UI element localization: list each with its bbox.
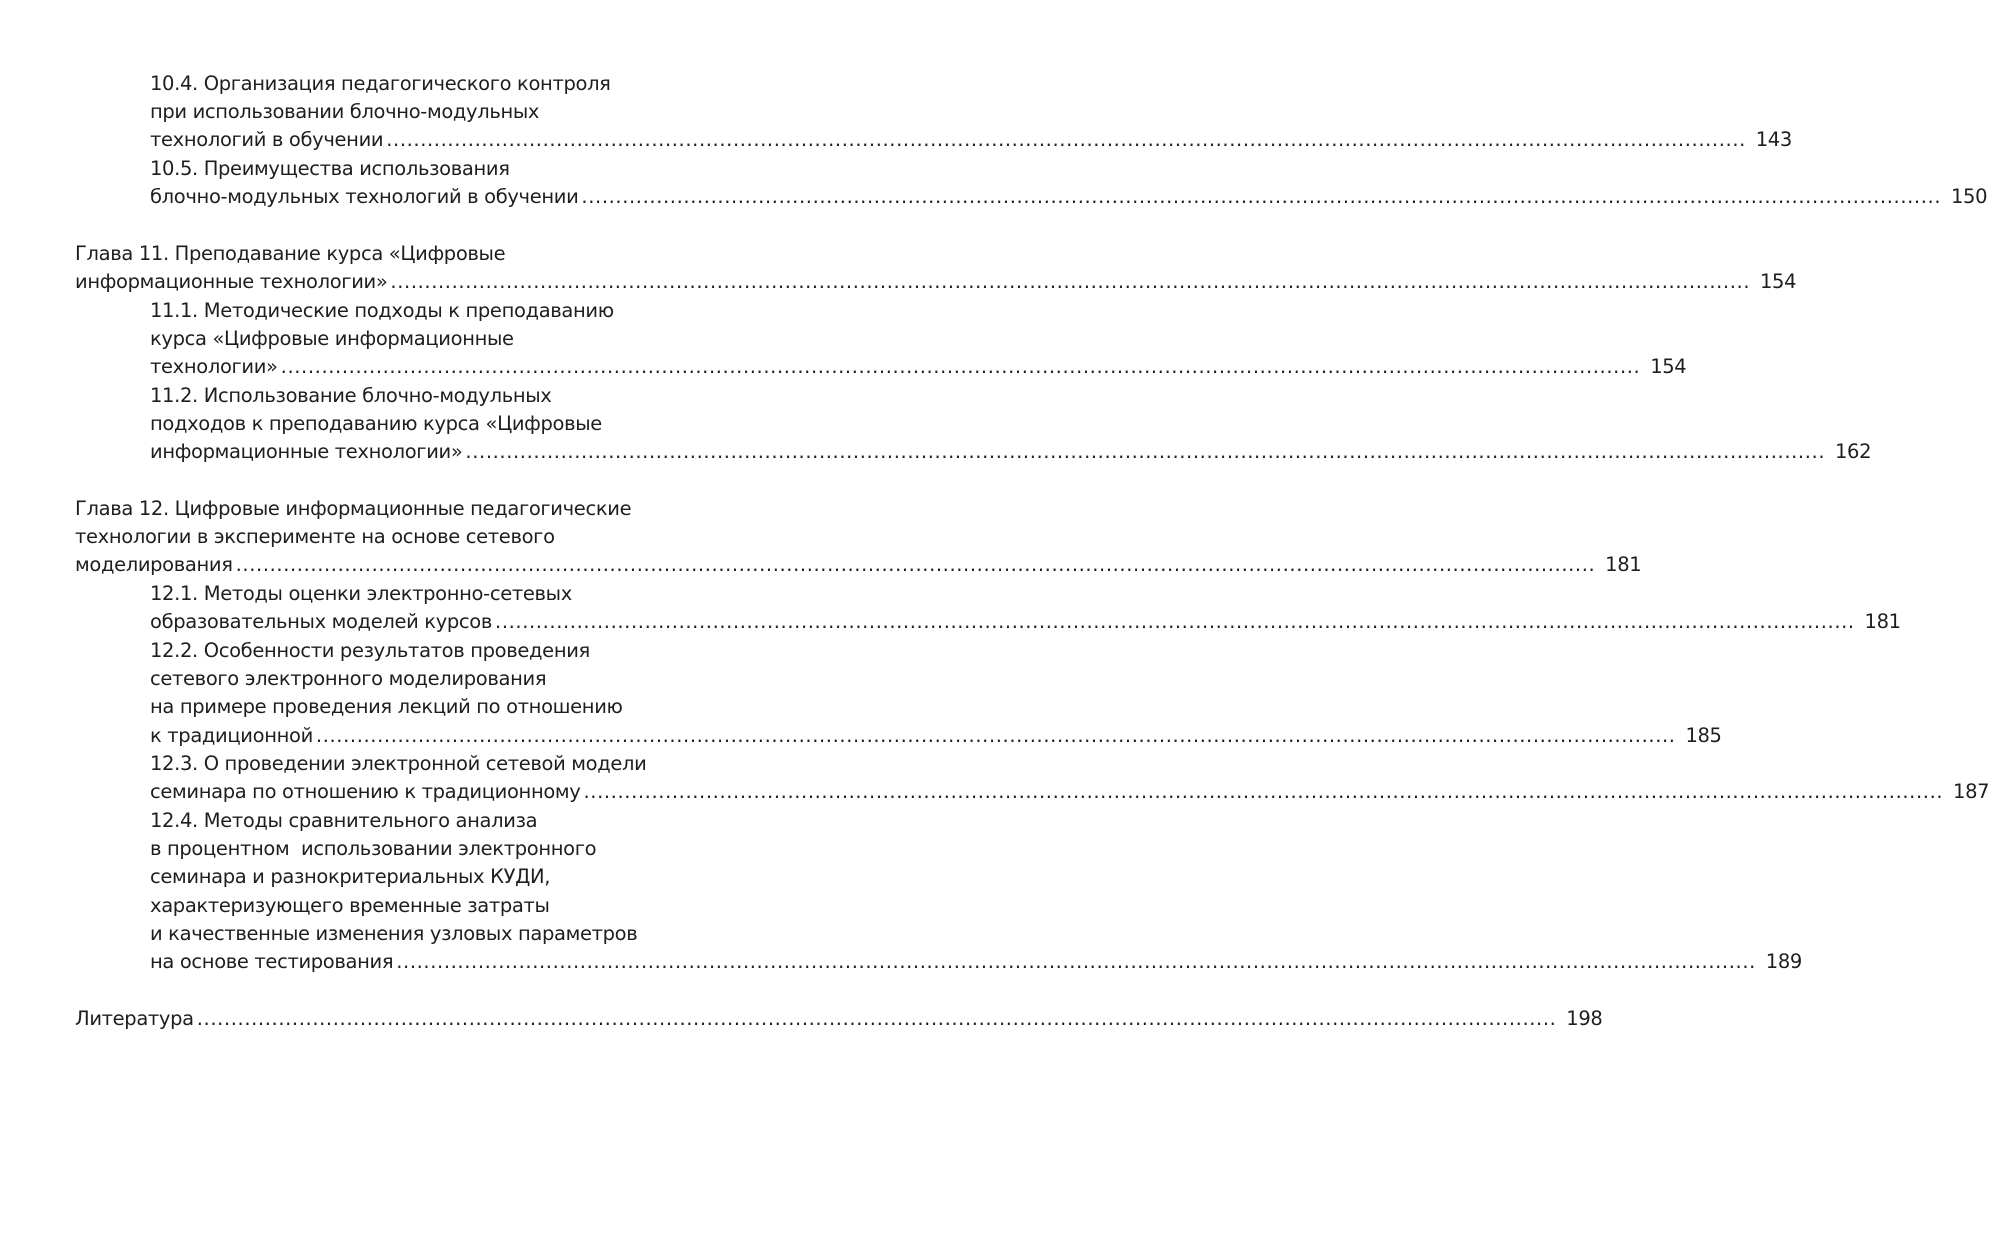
toc-chapter-11-page: 154 [1759,270,1797,293]
toc-entry-11-2-line-3: информационные технологии» [150,440,463,463]
toc-entry-12-1-line-2: образовательных моделей курсов [150,610,493,633]
toc-literature-leader [75,1005,1603,1033]
toc-entry-12-2-line-4: к традиционной [150,724,313,747]
dot-leader: ........................................................................................................................................................................................................ [315,724,1676,747]
toc-entry-10-5-leader [150,183,1988,211]
toc-entry-12-1-page: 181 [1864,610,1901,633]
toc-entry-10-5-line-2: блочно-модульных технологий в обучении [150,185,579,208]
toc-entry-10-4-line-2: при использовании блочно-модульных [150,100,540,123]
dot-leader: ........................................................................................................................................................................................................ [581,185,1942,208]
toc-chapter-11-line-2: информационные технологии» [75,270,388,293]
toc-entry-12-4-line-4: характеризующего временные затраты [150,894,550,917]
toc-entry-11-1-leader [150,353,1687,381]
dot-leader: ........................................................................................................................................................................................................ [583,780,1944,803]
toc-entry-11-1-line-3: технологии» [150,355,278,378]
dot-leader: ........................................................................................................................................................................................................ [196,1007,1557,1030]
toc-chapter-12-line-3: моделирования [75,553,233,576]
toc-entry-12-2-line-3: на примере проведения лекций по отношению [150,695,623,718]
toc-entry-12-3-line-1: 12.3. О проведении электронной сетевой модели [150,752,647,775]
toc-chapter-11-line-1: Глава 11. Преподавание курса «Цифровые [75,242,506,265]
toc-entry-11-2-line-2: подходов к преподаванию курса «Цифровые [150,412,602,435]
toc-literature-page: 198 [1566,1007,1603,1030]
toc-entry-11-1-page: 154 [1650,355,1687,378]
dot-leader: ........................................................................................................................................................................................................ [235,553,1596,576]
toc-entry-12-4-line-6: на основе тестирования [150,950,394,973]
toc-entry-10-4-line-1: 10.4. Организация педагогического контроля [150,72,611,95]
toc-entry-10-4-line-3: технологий в обучении [150,128,384,151]
toc-entry-12-1-leader [150,608,1901,636]
toc-chapter-11-leader [75,268,1797,296]
toc-entry-10-5-page: 150 [1950,185,1988,208]
toc-entry-12-4-line-5: и качественные изменения узловых параметров [150,922,638,945]
toc-entry-12-3-line-2: семинара по отношению к традиционному [150,780,581,803]
toc-chapter-12-line-1: Глава 12. Цифровые информационные педагогические [75,497,632,520]
toc-chapter-12-line-2: технологии в эксперименте на основе сетевого [75,525,555,548]
toc-entry-12-4-line-2: в процентном использовании электронного [150,837,597,860]
toc-entry-12-4-page: 189 [1765,950,1802,973]
toc-entry-12-2-line-1: 12.2. Особенности результатов проведения [150,639,590,662]
toc-chapter-12-leader [75,551,1642,579]
toc-entry-11-2-page: 162 [1834,440,1872,463]
toc-chapter-12-page: 181 [1605,553,1642,576]
dot-leader: ........................................................................................................................................................................................................ [396,950,1756,973]
dot-leader: ........................................................................................................................................................................................................ [386,128,1746,151]
toc-entry-10-5-line-1: 10.5. Преимущества использования [150,157,510,180]
toc-entry-11-1-line-1: 11.1. Методические подходы к преподаванию [150,299,614,322]
toc-entry-10-4-leader [150,126,1792,154]
toc-entry-10-4-page: 143 [1755,128,1792,151]
toc-entry-12-1-line-1: 12.1. Методы оценки электронно-сетевых [150,582,572,605]
toc-entry-12-4-line-3: семинара и разнокритериальных КУДИ, [150,865,551,888]
dot-leader: ........................................................................................................................................................................................................ [280,355,1641,378]
toc-entry-12-4-line-1: 12.4. Методы сравнительного анализа [150,809,538,832]
toc-entry-11-2-leader [150,438,1872,466]
dot-leader: ........................................................................................................................................................................................................ [390,270,1751,293]
toc-entry-12-2-line-2: сетевого электронного моделирования [150,667,547,690]
dot-leader: ........................................................................................................................................................................................................ [465,440,1826,463]
toc-entry-12-3-page: 187 [1953,780,1989,803]
toc-entry-12-4-leader [150,948,1802,976]
toc-entry-11-2-line-1: 11.2. Использование блочно-модульных [150,384,552,407]
toc-entry-12-3-leader [150,778,1989,806]
toc-entry-12-2-page: 185 [1685,724,1722,747]
toc-entry-11-1-line-2: курса «Цифровые информационные [150,327,514,350]
toc-entry-12-2-leader [150,722,1722,750]
toc-literature-title: Литература [75,1007,194,1030]
dot-leader: ........................................................................................................................................................................................................ [495,610,1855,633]
